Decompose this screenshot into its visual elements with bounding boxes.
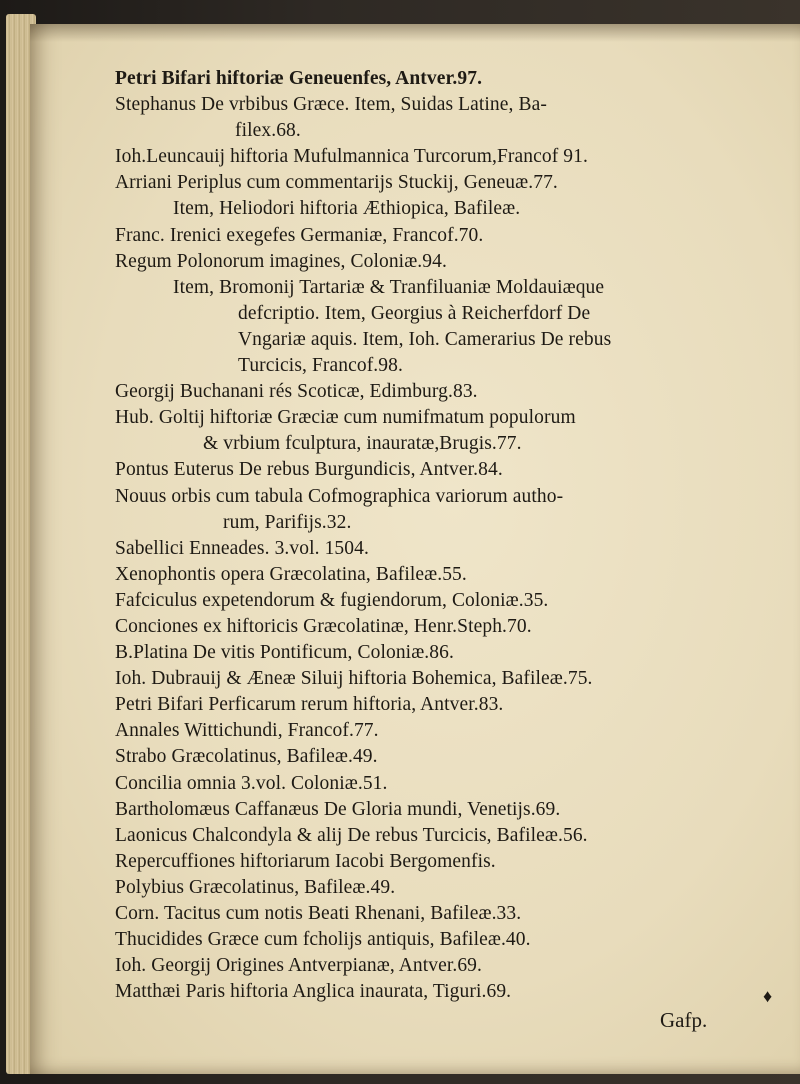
- catalog-entry: Arriani Periplus cum commentarijs Stuckij, Geneuæ.77.: [115, 172, 558, 194]
- catalog-entry: Thucidides Græce cum fcholijs antiquis, Bafileæ.40.: [115, 929, 531, 951]
- catalog-entry: Stephanus De vrbibus Græce. Item, Suidas Latine, Ba-: [115, 94, 547, 116]
- catalog-entry: Corn. Tacitus cum notis Beati Rhenani, Bafileæ.33.: [115, 903, 522, 924]
- page-shadow: [30, 24, 800, 42]
- catalog-entry: Ioh. Dubrauij & Æneæ Siluij hiftoria Bohemica, Bafileæ.75.: [115, 668, 593, 690]
- catalog-entry: Regum Polonorum imagines, Coloniæ.94.: [115, 250, 447, 272]
- catalog-entry: Concilia omnia 3.vol. Coloniæ.51.: [115, 772, 388, 794]
- catalog-entry-continuation: Vngariæ aquis. Item, Ioh. Camerarius De rebus: [238, 328, 612, 350]
- catalog-entry: Item, Heliodori hiftoria Æthiopica, Bafileæ.: [173, 198, 521, 220]
- catalog-text: [115, 66, 735, 1005]
- catalog-entry: Bartholomæus Caffanæus De Gloria mundi, Venetijs.69.: [115, 798, 561, 820]
- catalog-entry: Sabellici Enneades. 3.vol. 1504.: [115, 537, 369, 559]
- catalog-entry: Georgij Buchanani rés Scoticæ, Edimburg.83.: [115, 381, 478, 403]
- catalog-entry: Pontus Euterus De rebus Burgundicis, Antver.84.: [115, 459, 503, 481]
- catalog-entry: Repercuffiones hiftoriarum Iacobi Bergomenfis.: [115, 850, 496, 872]
- catalog-entry: Item, Bromonij Tartariæ & Tranfiluaniæ Moldauiæque: [173, 276, 605, 298]
- margin-mark: ♦: [763, 986, 773, 1006]
- catalog-entry: Ioh.Leuncauij hiftoria Mufulmannica Turcorum,Francof 91.: [115, 146, 588, 168]
- catalog-entry: Xenophontis opera Græcolatina, Bafileæ.55.: [115, 563, 467, 585]
- catalog-entry: Strabo Græcolatinus, Bafileæ.49.: [115, 746, 378, 768]
- catalog-entry: Fafciculus expetendorum & fugiendorum, Coloniæ.35.: [115, 589, 549, 611]
- catalog-entry: Matthæi Paris hiftoria Anglica inaurata, Tiguri.69.: [115, 981, 512, 1003]
- catalog-entry-continuation: filex.68.: [235, 120, 301, 142]
- catalog-entry: Ioh. Georgij Origines Antverpianæ, Antver.69.: [115, 955, 483, 977]
- catalog-entry: Petri Bifari Perficarum rerum hiftoria, Antver.83.: [115, 694, 504, 716]
- catalog-entry: Laonicus Chalcondyla & alij De rebus Turcicis, Bafileæ.56.: [115, 824, 588, 846]
- catalog-entry: Conciones ex hiftoricis Græcolatinæ, Henr.Steph.70.: [115, 615, 532, 637]
- catalog-entry: Franc. Irenici exegefes Germaniæ, Francof.70.: [115, 224, 484, 246]
- catalog-entry-continuation: & vrbium fculptura, inauratæ,Brugis.77.: [203, 433, 522, 455]
- catalog-entry: Hub. Goltij hiftoriæ Græciæ cum numifmatum populorum: [115, 407, 576, 429]
- catalog-entry-continuation: rum, Parifijs.32.: [223, 511, 352, 533]
- catalog-entry-continuation: Turcicis, Francof.98.: [238, 355, 403, 377]
- catalog-entry: Polybius Græcolatinus, Bafileæ.49.: [115, 876, 396, 898]
- catalog-entry: B.Platina De vitis Pontificum, Coloniæ.86.: [115, 642, 454, 664]
- catalog-entry: Petri Bifari hiftoriæ Geneuenfes, Antver.97.: [115, 68, 483, 89]
- catchword: Gafp.: [660, 1008, 708, 1032]
- catalog-entry: Annales Wittichundi, Francof.77.: [115, 720, 379, 742]
- catalog-entry: Nouus orbis cum tabula Cofmographica variorum autho-: [115, 485, 564, 507]
- catalog-entry-continuation: defcriptio. Item, Georgius à Reicherfdorf De: [238, 302, 591, 324]
